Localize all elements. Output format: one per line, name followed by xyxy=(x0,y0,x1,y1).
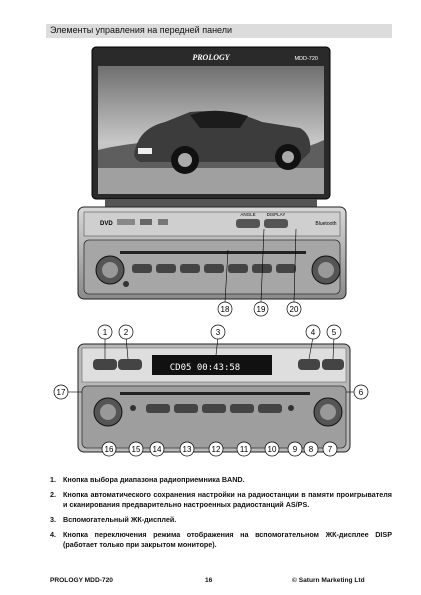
callout-13 xyxy=(180,442,194,456)
rel-button[interactable] xyxy=(322,359,344,370)
svg-text:1: 1 xyxy=(102,328,108,337)
list-item xyxy=(50,475,392,485)
callout-6 xyxy=(354,385,368,399)
callout-16 xyxy=(102,442,116,456)
svg-text:14: 14 xyxy=(152,445,162,454)
angle-button[interactable] xyxy=(236,219,260,228)
callout-20 xyxy=(287,302,301,316)
disp-button[interactable] xyxy=(298,359,320,370)
callout-11 xyxy=(237,442,251,456)
preset-buttons-top[interactable] xyxy=(132,264,296,273)
footer-right: © Saturn Marketing Ltd xyxy=(292,577,365,584)
callout-3 xyxy=(211,325,225,339)
footer-left: PROLOGY MDD-720 xyxy=(50,577,113,584)
svg-text:3: 3 xyxy=(215,328,221,337)
display-label: DISPLAY xyxy=(266,212,286,217)
device-bottom-illustration xyxy=(0,322,421,462)
callout-19 xyxy=(254,302,268,316)
svg-text:7: 7 xyxy=(327,445,333,454)
bluetooth-label: Bluetooth xyxy=(315,221,337,227)
page-number: 16 xyxy=(205,577,213,584)
callout-2 xyxy=(119,325,133,339)
list-item-number: 4. xyxy=(50,530,56,539)
svg-text:20: 20 xyxy=(289,305,299,314)
preset-buttons-bottom[interactable] xyxy=(130,404,294,413)
list-item-number: 3. xyxy=(50,515,56,524)
dvd-badge: DVD xyxy=(100,221,113,227)
controls-list xyxy=(50,475,392,555)
svg-text:16: 16 xyxy=(104,445,114,454)
svg-text:9: 9 xyxy=(292,445,298,454)
callout-7 xyxy=(323,442,337,456)
display-button[interactable] xyxy=(264,219,288,228)
callout-9 xyxy=(288,442,302,456)
svg-text:2: 2 xyxy=(123,328,129,337)
disc-slot-top xyxy=(120,251,306,254)
svg-text:8: 8 xyxy=(308,445,314,454)
callout-15 xyxy=(129,442,143,456)
svg-text:12: 12 xyxy=(211,445,221,454)
callout-12 xyxy=(209,442,223,456)
list-item xyxy=(50,515,392,525)
svg-text:18: 18 xyxy=(220,305,230,314)
callout-5 xyxy=(327,325,341,339)
page-header: Элементы управления на передней панели xyxy=(50,25,233,35)
svg-text:10: 10 xyxy=(267,445,277,454)
list-item-text: Кнопка автоматического сохранения настройки на радиостанции в памяти проигрывателя и сканирования предварительно настроенных радиостанций AS/PS. xyxy=(63,490,392,509)
svg-text:6: 6 xyxy=(358,388,364,397)
display-readout: CD05 00:43:58 xyxy=(169,363,241,373)
svg-text:17: 17 xyxy=(56,388,66,397)
list-item-text: Кнопка выбора диапазона радиоприемника BAND. xyxy=(63,475,245,484)
list-item-text: Вспомогательный ЖК-дисплей. xyxy=(63,515,177,524)
svg-text:5: 5 xyxy=(331,328,337,337)
list-item xyxy=(50,490,392,510)
callout-10 xyxy=(265,442,279,456)
list-item-text: Кнопка переключения режима отображения на вспомогательном ЖК-дисплее DISP (работает только при закрытом мониторе). xyxy=(63,530,392,549)
svg-text:4: 4 xyxy=(310,328,316,337)
model-label: MDD-720 xyxy=(294,56,318,62)
callout-17 xyxy=(54,385,68,399)
svg-text:11: 11 xyxy=(239,445,249,454)
callout-4 xyxy=(306,325,320,339)
callout-14 xyxy=(150,442,164,456)
callout-18 xyxy=(218,302,232,316)
angle-label: ANGLE xyxy=(240,212,256,217)
band-button[interactable] xyxy=(93,359,117,370)
svg-text:15: 15 xyxy=(131,445,141,454)
brand-logo: PROLOGY xyxy=(192,53,230,62)
callout-8 xyxy=(304,442,318,456)
svg-text:13: 13 xyxy=(182,445,192,454)
list-item xyxy=(50,530,392,550)
as-ps-button[interactable] xyxy=(118,359,142,370)
callout-1 xyxy=(98,325,112,339)
disc-slot-bottom xyxy=(120,392,310,395)
list-item-number: 2. xyxy=(50,490,56,499)
svg-text:19: 19 xyxy=(256,305,266,314)
list-item-number: 1. xyxy=(50,475,56,484)
